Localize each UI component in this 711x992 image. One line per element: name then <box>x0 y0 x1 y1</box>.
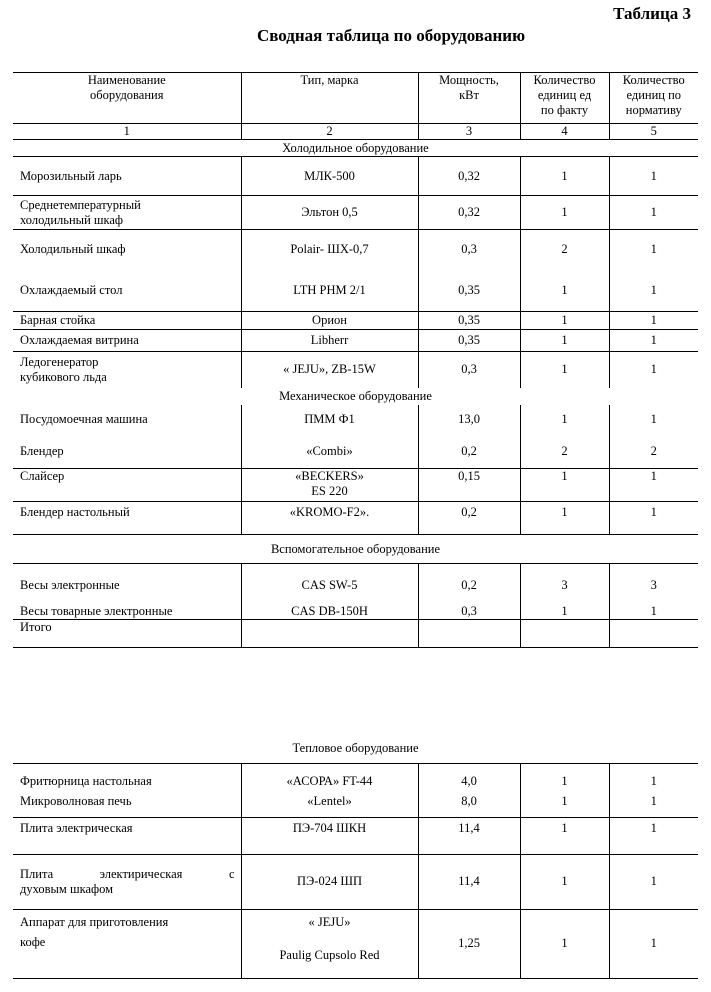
section-refrigeration: Холодильное оборудование <box>13 140 698 157</box>
type-line: Paulig Cupsolo Red <box>279 947 380 962</box>
name-line: Весы товарные электронные <box>20 604 173 618</box>
header-name-line: оборудования <box>90 88 164 102</box>
total-cell <box>609 620 698 648</box>
name-line: Посудомоечная машина <box>20 412 148 426</box>
name-line: Плита электрическая <box>20 820 133 835</box>
equipment-power: 0,3 <box>418 230 520 270</box>
type-line: Орион <box>312 313 347 327</box>
header-norm <box>609 73 698 124</box>
type-line: «BECKERS» <box>295 469 364 483</box>
equipment-fact: 1 <box>520 196 609 230</box>
total-cell <box>520 620 609 648</box>
total-row <box>13 620 698 648</box>
name-line: Среднетемпературный <box>20 197 141 212</box>
header-norm-line: Количество <box>622 73 685 87</box>
header-fact-line: по факту <box>540 103 589 117</box>
equipment-norm: 1 <box>609 270 698 312</box>
equipment-type <box>241 502 418 535</box>
table-row <box>13 854 698 909</box>
equipment-name <box>13 817 241 854</box>
table-row <box>13 502 698 535</box>
equipment-power: 0,32 <box>418 196 520 230</box>
name-line: холодильный шкаф <box>20 212 124 227</box>
type-line: МЛК-500 <box>304 168 355 183</box>
equipment-name <box>13 909 241 978</box>
type-line: « JEJU», ZB-15W <box>283 362 376 377</box>
equipment-type <box>241 854 418 909</box>
col-number: 2 <box>241 124 418 140</box>
section-row <box>13 140 698 157</box>
type-line: CAS SW-5 <box>301 577 358 592</box>
col-number: 1 <box>13 124 241 140</box>
name-line: Холодильный шкаф <box>20 242 126 257</box>
equipment-norm: 1 <box>609 157 698 196</box>
name-line: Слайсер <box>20 469 65 483</box>
equipment-name <box>13 469 241 502</box>
equipment-type <box>241 405 418 435</box>
equipment-fact: 1 <box>520 157 609 196</box>
equipment-power: 0,35 <box>418 330 520 352</box>
equipment-fact: 1 <box>520 854 609 909</box>
header-power <box>418 73 520 124</box>
table-row <box>13 564 698 593</box>
col-number: 4 <box>520 124 609 140</box>
equipment-name <box>13 564 241 593</box>
equipment-name <box>13 854 241 909</box>
header-norm-line: единиц по <box>626 88 682 102</box>
column-numbers-row <box>13 124 698 140</box>
equipment-norm: 3 <box>609 564 698 593</box>
name-line: Блендер <box>20 443 64 458</box>
total-cell <box>418 620 520 648</box>
total-label: Итого <box>13 620 241 648</box>
equipment-fact: 1 <box>520 909 609 978</box>
equipment-fact: 1 <box>520 817 609 854</box>
equipment-norm: 1 <box>609 352 698 388</box>
equipment-name <box>13 502 241 535</box>
equipment-norm: 1 <box>609 763 698 789</box>
section-auxiliary: Вспомогательное оборудование <box>13 535 698 564</box>
type-line: Libherr <box>310 333 349 347</box>
equipment-power: 0,2 <box>418 564 520 593</box>
equipment-power: 1,25 <box>418 909 520 978</box>
type-line: CAS DB-150H <box>291 604 368 618</box>
equipment-name <box>13 270 241 312</box>
equipment-name <box>13 312 241 330</box>
table-row <box>13 270 698 312</box>
equipment-power: 13,0 <box>418 405 520 435</box>
equipment-power: 8,0 <box>418 789 520 817</box>
equipment-fact: 1 <box>520 312 609 330</box>
type-line: «АСОРА» FT-44 <box>286 774 373 788</box>
equipment-fact: 1 <box>520 352 609 388</box>
equipment-table <box>13 72 698 648</box>
equipment-norm: 1 <box>609 789 698 817</box>
type-line: Эльтон 0,5 <box>301 205 358 219</box>
equipment-name <box>13 405 241 435</box>
table-row <box>13 593 698 620</box>
name-line: Фритюрница настольная <box>20 774 152 788</box>
equipment-type <box>241 817 418 854</box>
equipment-type <box>241 270 418 312</box>
name-line: кофе <box>20 934 46 949</box>
equipment-name <box>13 763 241 789</box>
type-line: ES 220 <box>311 484 348 498</box>
equipment-fact: 2 <box>520 435 609 469</box>
equipment-norm: 1 <box>609 469 698 502</box>
table-row <box>13 435 698 469</box>
header-power-line: кВт <box>459 88 479 102</box>
name-line: Охлаждаемая витрина <box>20 333 139 347</box>
equipment-type <box>241 352 418 388</box>
equipment-norm: 1 <box>609 909 698 978</box>
name-line: Блендер настольный <box>20 505 130 519</box>
document-title: Сводная таблица по оборудованию <box>256 26 526 45</box>
equipment-type <box>241 435 418 469</box>
name-line: кубикового льда <box>20 369 107 384</box>
name-line: Морозильный ларь <box>20 168 122 183</box>
equipment-fact: 2 <box>520 230 609 270</box>
equipment-power: 4,0 <box>418 763 520 789</box>
header-type-line: Тип, марка <box>300 73 359 87</box>
equipment-fact: 1 <box>520 330 609 352</box>
table-number: Таблица 3 <box>613 4 691 23</box>
header-norm-line: нормативу <box>625 103 682 117</box>
type-line: «Combi» <box>306 443 353 458</box>
name-line: духовым шкафом <box>20 881 114 896</box>
table-row <box>13 817 698 854</box>
header-row <box>13 73 698 124</box>
header-name-line: Наименование <box>87 73 166 87</box>
equipment-fact: 1 <box>520 593 609 620</box>
equipment-norm: 1 <box>609 230 698 270</box>
type-line: LTH PHM 2/1 <box>293 282 366 297</box>
table-row <box>13 330 698 352</box>
equipment-name <box>13 352 241 388</box>
section-row <box>13 535 698 564</box>
equipment-type <box>241 789 418 817</box>
equipment-power: 0,3 <box>418 352 520 388</box>
equipment-name <box>13 157 241 196</box>
equipment-type <box>241 763 418 789</box>
equipment-power: 0,35 <box>418 312 520 330</box>
equipment-power: 0,15 <box>418 469 520 502</box>
type-line: ПММ Ф1 <box>304 412 355 426</box>
equipment-type <box>241 593 418 620</box>
name-line: Ледогенератор <box>20 354 99 369</box>
type-line: «Lentel» <box>307 794 352 808</box>
table-row <box>13 763 698 789</box>
equipment-type <box>241 157 418 196</box>
col-number: 5 <box>609 124 698 140</box>
equipment-norm: 1 <box>609 502 698 535</box>
equipment-norm: 1 <box>609 405 698 435</box>
equipment-type <box>241 230 418 270</box>
equipment-name <box>13 789 241 817</box>
header-fact-line: единиц ед <box>537 88 592 102</box>
equipment-power: 11,4 <box>418 817 520 854</box>
equipment-power: 0,3 <box>418 593 520 620</box>
col-number: 3 <box>418 124 520 140</box>
equipment-fact: 1 <box>520 789 609 817</box>
equipment-name <box>13 196 241 230</box>
equipment-norm: 1 <box>609 196 698 230</box>
type-line: «KROMO-F2». <box>289 505 370 519</box>
equipment-name <box>13 230 241 270</box>
name-line: Микроволновая печь <box>20 794 132 808</box>
equipment-type <box>241 564 418 593</box>
table-row <box>13 157 698 196</box>
header-power-line: Мощность, <box>439 73 499 87</box>
equipment-type <box>241 909 418 978</box>
section-row <box>13 735 698 763</box>
section-row <box>13 388 698 405</box>
equipment-fact: 1 <box>520 763 609 789</box>
equipment-power: 0,2 <box>418 435 520 469</box>
equipment-power: 0,2 <box>418 502 520 535</box>
table-row <box>13 312 698 330</box>
name-line: Плита электирическая с <box>20 866 235 881</box>
table-row <box>13 230 698 270</box>
equipment-power: 0,35 <box>418 270 520 312</box>
header-type <box>241 73 418 124</box>
name-line: Весы электронные <box>20 577 120 592</box>
equipment-type <box>241 330 418 352</box>
table-row <box>13 352 698 388</box>
table-row <box>13 909 698 978</box>
type-line: ПЭ-704 ШКН <box>292 820 367 835</box>
table-row <box>13 196 698 230</box>
equipment-name <box>13 435 241 469</box>
table-row <box>13 789 698 817</box>
equipment-power: 0,32 <box>418 157 520 196</box>
header-name <box>13 73 241 124</box>
equipment-norm: 1 <box>609 854 698 909</box>
equipment-norm: 2 <box>609 435 698 469</box>
name-line: Охлаждаемый стол <box>20 282 123 297</box>
name-line: Аппарат для приготовления <box>20 914 169 929</box>
table-row <box>13 405 698 435</box>
equipment-fact: 1 <box>520 502 609 535</box>
thermal-equipment-table <box>13 735 698 979</box>
header-fact-line: Количество <box>533 73 596 87</box>
equipment-type <box>241 469 418 502</box>
equipment-fact: 1 <box>520 270 609 312</box>
equipment-type <box>241 312 418 330</box>
name-line: Барная стойка <box>20 313 96 327</box>
table-row <box>13 469 698 502</box>
section-thermal: Тепловое оборудование <box>292 741 419 756</box>
total-cell <box>241 620 418 648</box>
equipment-norm: 1 <box>609 312 698 330</box>
type-line: Polair- ШХ-0,7 <box>290 242 369 257</box>
equipment-power: 11,4 <box>418 854 520 909</box>
equipment-fact: 1 <box>520 469 609 502</box>
equipment-name <box>13 330 241 352</box>
type-line: ПЭ-024 ШП <box>297 874 362 888</box>
equipment-norm: 1 <box>609 330 698 352</box>
type-line: « JEJU» <box>308 914 351 929</box>
equipment-fact: 1 <box>520 405 609 435</box>
equipment-type <box>241 196 418 230</box>
section-mechanical: Механическое оборудование <box>279 388 432 403</box>
equipment-norm: 1 <box>609 817 698 854</box>
equipment-name <box>13 593 241 620</box>
header-fact <box>520 73 609 124</box>
equipment-norm: 1 <box>609 593 698 620</box>
equipment-fact: 3 <box>520 564 609 593</box>
